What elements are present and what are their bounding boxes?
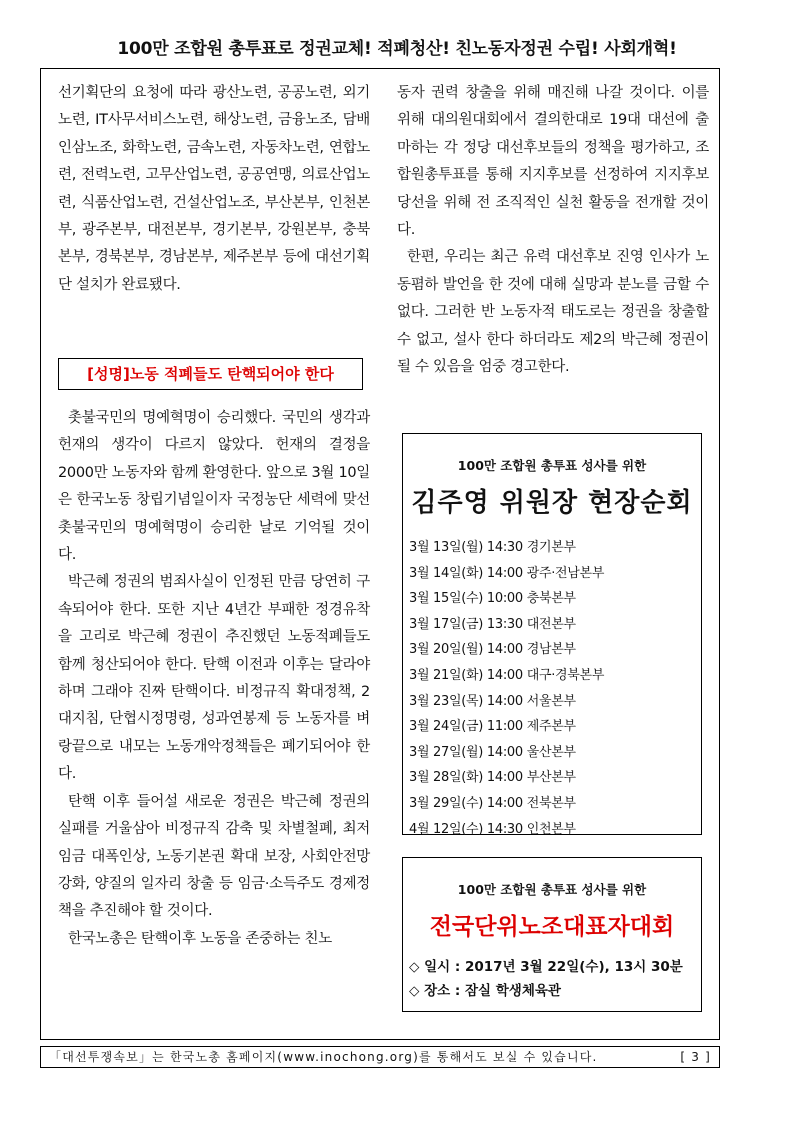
right-paragraph-2: 한편, 우리는 최근 유력 대선후보 진영 인사가 노동폄하 발언을 한 것에 대해 실망과 분노를 금할 수 없다. 그러한 반 노동자적 태도로는 정권을 창출할 수 없고, 설사 한다 하더라도 제2의 박근혜 정권이 될 수 있음을 엄중 경고한다.: [397, 249, 709, 376]
conference-info: [409, 955, 701, 1003]
schedule-item: 3월 14일(화) 14:00 광주·전남본부: [409, 565, 605, 581]
schedule-item: 3월 23일(목) 14:00 서울본부: [409, 693, 576, 709]
schedule-item: 3월 24일(금) 11:00 제주본부: [409, 719, 576, 735]
tour-subtitle: 100만 조합원 총투표 성사를 위한: [457, 458, 647, 473]
left-paragraph-4: 탄핵 이후 들어설 새로운 정권은 박근혜 정권의 실패를 거울삼아 비정규직 감축 및 차별철폐, 최저임금 대폭인상, 노동기본권 확대 보장, 사회안전망 강화, 양질의 일자리 창출 등 임금·소득주도 경제정책을 추진해야 할 것이다.: [58, 793, 370, 920]
right-column: [397, 80, 709, 381]
schedule-item: 3월 13일(월) 14:30 경기본부: [409, 540, 576, 555]
schedule-item: 3월 15일(수) 10:00 충북본부: [409, 591, 576, 607]
left-column: [58, 80, 370, 299]
schedule-item: 3월 17일(금) 13:30 대전본부: [409, 616, 576, 632]
page-number: [ 3 ]: [680, 1050, 711, 1064]
left-paragraph-3: 박근혜 정권의 범죄사실이 인정된 만큼 당연히 구속되어야 한다. 또한 지난 4년간 부패한 정경유착을 고리로 박근혜 정권이 추진했던 노동적폐들도 함께 청산되어야 한다. 탄핵 이전과 이후는 달라야 하며 그래야 진짜 탄핵이다. 비정규직 확대정책, 2대지침, 단협시정명령, 성과연봉제 등 노동자를 벼랑끝으로 내모는 노동개악정책들은 폐기되어야 한다.: [58, 574, 370, 783]
page-header: 100만 조합원 총투표로 정권교체! 적폐청산! 친노동자정권 수립! 사회개혁!: [117, 39, 677, 59]
conference-place: ◇ 장소 : 잠실 학생체육관: [409, 983, 561, 999]
left-paragraph-5: 한국노총은 탄핵이후 노동을 존중하는 친노: [68, 930, 332, 947]
schedule-item: 3월 29일(수) 14:00 전북본부: [409, 795, 576, 811]
schedule-item: 3월 28일(화) 14:00 부산본부: [409, 770, 576, 786]
left-paragraph-1: 선기획단의 요청에 따라 광산노련, 공공노련, 외기노련, IT사무서비스노련, 해상노련, 금융노조, 담배인삼노조, 화학노련, 금속노련, 자동차노련, 연합노련, 전력노련, 고무산업노련, 공공연맹, 의료산업노련, 식품산업노련, 건설산업노조, 부산본부, 인천본부, 광주본부, 대전본부, 경기본부, 강원본부, 충북본부, 경북본부, 경남본부, 제주본부 등에 대선기획단 설치가 완료됐다.: [58, 85, 370, 293]
tour-schedule-box: [402, 433, 702, 835]
tour-title: 김주영 위원장 현장순회: [411, 488, 693, 518]
conference-title: 전국단위노조대표자대회: [429, 914, 675, 940]
statement-title: [성명]노동 적폐들도 탄핵되어야 한다: [58, 358, 363, 390]
schedule-item: 3월 27일(월) 14:00 울산본부: [409, 744, 576, 760]
footer-text: 「대선투쟁속보」는 한국노총 홈페이지(www.inochong.org)를 통해서도 보실 수 있습니다.: [49, 1050, 598, 1064]
tour-schedule-list: [409, 535, 701, 842]
conference-box: [402, 857, 702, 1012]
right-paragraph-1: 동자 권력 창출을 위해 매진해 나갈 것이다. 이를 위해 대의원대회에서 결의한대로 19대 대선에 출마하는 각 정당 대선후보들의 정책을 평가하고, 조합원총투표를 통해 지지후보를 선정하여 지지후보 당선을 위해 전 조직적인 실천 활동을 전개할 것이다.: [397, 85, 709, 239]
schedule-item: 3월 21일(화) 14:00 대구·경북본부: [409, 667, 605, 683]
schedule-item: 3월 20일(월) 14:00 경남본부: [409, 642, 576, 658]
conference-date: ◇ 일시 : 2017년 3월 22일(수), 13시 30분: [409, 959, 683, 975]
schedule-item: 4월 12일(수) 14:30 인천본부: [409, 821, 576, 837]
page-footer: [40, 1046, 720, 1068]
conference-subtitle: 100만 조합원 총투표 성사를 위한: [457, 882, 647, 897]
left-column-statement: [58, 405, 370, 953]
left-paragraph-2: 촛불국민의 명예혁명이 승리했다. 국민의 생각과 헌재의 생각이 다르지 않았다. 헌재의 결정을 2000만 노동자와 함께 환영한다. 앞으로 3월 10일은 한국노동 창립기념일이자 국정농단 세력에 맞선 촛불국민의 명예혁명이 승리한 날로 기억될 것이다.: [58, 410, 370, 564]
